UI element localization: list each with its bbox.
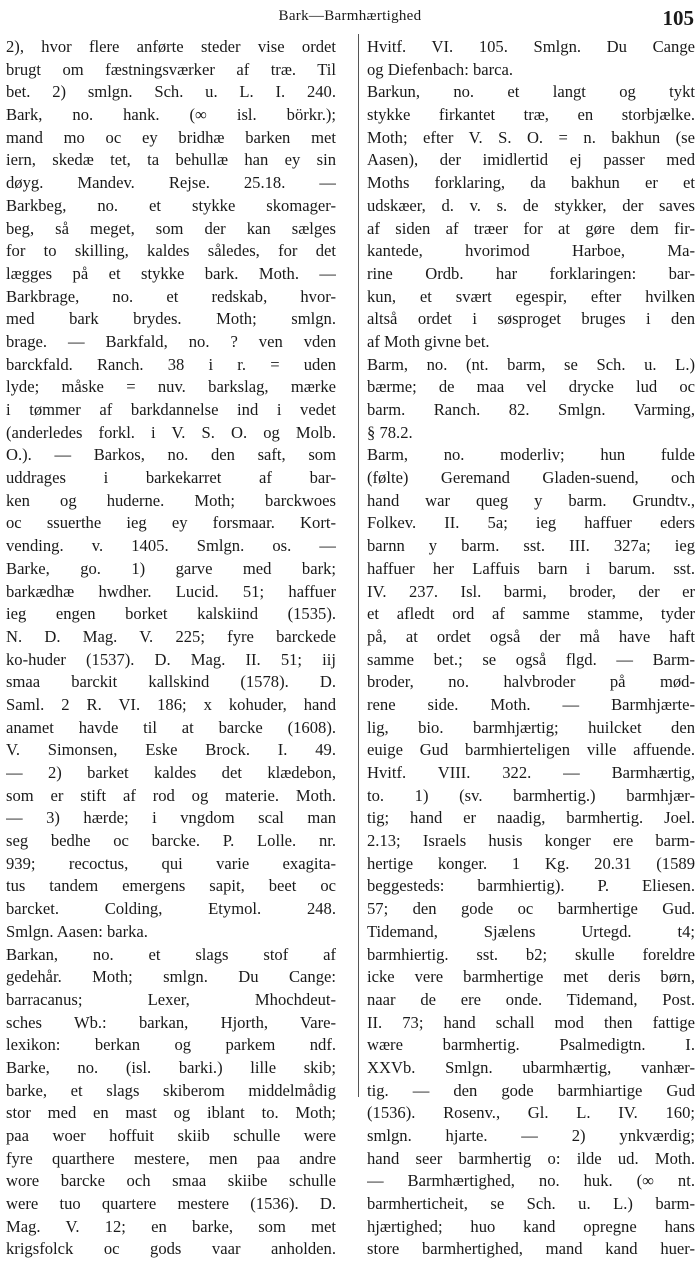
text-line: for to skilling, kaldes således, for det [6, 241, 336, 261]
text-line: (1536). Rosenv., Gl. L. IV. 160; [367, 1103, 695, 1123]
text-line: store barmhertighed, mand kand huer- [367, 1239, 695, 1259]
text-line: hertige konger. 1 Kg. 20.31 (1589 [367, 853, 695, 873]
text-line: barmherticheit, se Sch. u. L.) barm- [367, 1194, 695, 1214]
text-line: Barm, no. (nt. barm, se Sch. u. L.) [367, 354, 695, 374]
text-line: fyre quarthere mestere, men paa andre [6, 1148, 336, 1168]
text-line: barmhiertig. sst. b2; skulle foreldre [367, 944, 695, 964]
text-line: were tuo quartere mestere (1536). D. [6, 1194, 336, 1214]
text-line: XXVb. Smlgn. ubarmhærtig, vanhær- [367, 1057, 695, 1077]
text-line: Moth; efter V. S. O. = n. bakhun (se [367, 127, 695, 147]
text-line: Moths forklaring, da bakhun er et [367, 173, 695, 193]
text-line: tus tandem emergens sapit, beet oc [6, 876, 336, 896]
text-line: lyde; måske = nuv. barkslag, mærke [6, 377, 336, 397]
text-line: wore barcke och smaa skiibe schulle [6, 1171, 336, 1191]
text-line: Hvitf. VIII. 322. — Barmhærtig, [367, 763, 695, 782]
text-line: stykke firkantet træ, en storbjælke. [367, 105, 695, 125]
text-line: Saml. 2 R. VI. 186; x kohuder, hand [6, 694, 336, 714]
text-line: beg, så meget, som der kan sælges [6, 218, 336, 238]
running-header [0, 6, 700, 30]
text-line: seg bedhe oc barcke. P. Lolle. nr. [6, 831, 336, 851]
text-line: og Diefenbach: barca. [367, 59, 514, 79]
text-line: krigsfolck oc gods vaar anholden. [6, 1239, 336, 1259]
text-line: mand mo oc ey bridhæ barken met [6, 127, 336, 147]
text-line: hand war queg y barm. Grundtv., [367, 490, 695, 510]
page-number: 105 [662, 6, 694, 30]
text-line: lig, bio. barmhjærtig; huilcket den [367, 717, 695, 737]
text-line: samme bet.; se også flgd. — Barm- [367, 649, 695, 669]
text-line: — Barmhærtighed, no. huk. (∞ nt. [367, 1171, 695, 1191]
text-line: O.). — Barkos, no. den saft, som [6, 445, 336, 465]
text-line: i tømmer af barkdannelse ind i vedet [6, 400, 336, 419]
text-line: lægges på et stykke bark. Moth. — [6, 263, 336, 283]
text-line: hjærtighed; huo kand opregne hans [367, 1216, 695, 1236]
text-line: barracanus; Lexer, Mhochdeut- [6, 989, 336, 1009]
text-line: barckfald. Ranch. 38 i r. = uden [6, 354, 336, 374]
text-line: II. 73; hand schall mod then fattige [367, 1012, 695, 1032]
text-line: § 78.2. [367, 422, 413, 442]
text-line: Smlgn. Aasen: barka. [6, 921, 148, 941]
text-line: barm. Ranch. 82. Smlgn. Varming, [367, 400, 695, 419]
text-line: Barkbeg, no. et stykke skomager- [6, 195, 336, 215]
text-line: lexikon: berkan og parkem ndf. [6, 1035, 336, 1055]
text-line: bærme; de maa vel drycke lud oc [367, 377, 695, 397]
text-line: kun, et svært egespir, efter hvilken [367, 286, 695, 306]
text-line: naar de ere onde. Tidemand, Post. [367, 989, 695, 1009]
text-line: icke vere barmhertige met deris børn, [367, 967, 695, 987]
text-line: Barm, no. moderliv; hun fulde [367, 445, 695, 465]
text-line: barkædhæ hwdher. Lucid. 51; haffuer [6, 581, 336, 601]
text-line: gedehår. Moth; smlgn. Du Cange: [6, 967, 336, 987]
text-line: (anderledes forkl. i V. S. O. og Molb. [6, 422, 336, 442]
text-line: (følte) Geremand Gladen-suend, och [367, 468, 695, 488]
text-line: barnn y barm. sst. III. 327a; ieg [367, 536, 695, 556]
text-line: bet. 2) smlgn. Sch. u. L. I. 240. [6, 82, 336, 102]
text-line: et afledt ord af samme stamme, tyder [367, 604, 695, 624]
text-line: sches Wb.: barkan, Hjorth, Vare- [6, 1012, 336, 1032]
text-line: barke, et slags skiberom middelmådig [6, 1080, 336, 1100]
text-line: hand seer barmhertig o: ilde ud. Moth. [367, 1148, 695, 1168]
text-line: Mag. V. 12; en barke, som met [6, 1216, 336, 1236]
text-line: haffuer her Laffuis barn i barum. sst. [367, 558, 695, 578]
text-line: 2.13; Israels husis konger ere barm- [367, 831, 695, 851]
text-line: N. D. Mag. V. 225; fyre barckede [6, 626, 336, 646]
text-line: med bark brydes. Moth; smlgn. [6, 309, 336, 329]
text-line: tig; hand er naadig, barmhertig. Joel. [367, 808, 695, 828]
text-line: uddrages i barkekarret af bar- [6, 468, 336, 488]
text-line: paa woer hoffuit skiib schulle were [6, 1126, 336, 1145]
text-line: 57; den gode oc barmhertige Gud. [367, 899, 695, 919]
text-line: kantede, hvorimod Harboe, Ma- [367, 241, 695, 261]
text-line: på, at ordet også der må have haft [367, 626, 695, 646]
text-line: rine Ordb. har forklaringen: bar- [367, 263, 695, 283]
text-line: Barke, no. (isl. barki.) lille skib; [6, 1057, 336, 1077]
text-line: ken og huderne. Moth; barckwoes [6, 490, 336, 510]
text-line: — 3) hærde; i vngdom scal man [6, 808, 336, 828]
text-line: Bark, no. hank. (∞ isl. börkr.); [6, 105, 336, 125]
text-line: af Moth givne bet. [367, 331, 490, 351]
text-line: stor med en mast og iblant to. Moth; [6, 1103, 336, 1123]
text-line: 2), hvor flere anførte steder vise ordet [6, 37, 336, 56]
text-line: smlgn. hjarte. — 2) ynkværdig; [367, 1126, 695, 1145]
text-line: af siden af træer for at gøre dem fir- [367, 218, 695, 238]
text-line: Barkun, no. et langt og tykt [367, 82, 695, 102]
column-divider [358, 34, 359, 1097]
text-line: anamet havde til at barcke (1608). [6, 717, 336, 737]
text-line: rene side. Moth. — Barmhjærte- [367, 694, 695, 714]
text-line: Aasen), der imidlertid ej passer med [367, 150, 695, 170]
text-line: ieg engen borket kalskiind (1535). [6, 604, 336, 624]
text-line: ko-huder (1537). D. Mag. II. 51; iij [6, 649, 336, 669]
text-line: vending. v. 1405. Smlgn. os. — [6, 536, 336, 556]
text-line: barcket. Colding, Etymol. 248. [6, 899, 336, 919]
text-line: to. 1) (sv. barmhertig.) barmhjær- [367, 785, 695, 805]
text-line: Folkev. II. 5a; ieg haffuer eders [367, 513, 695, 533]
text-line: IV. 237. Isl. barmi, broder, der er [367, 581, 695, 601]
text-line: 939; recoctus, qui varie exagita- [6, 853, 336, 873]
text-line: som er stift af rod og materie. Moth. [6, 785, 336, 805]
text-line: euige Gud barmhierteligen ville affuende. [367, 740, 695, 760]
text-line: tig. — den gode barmhiartige Gud [367, 1080, 695, 1100]
text-line: altså ordet i søsproget bruges i den [367, 309, 695, 329]
right-column [367, 36, 695, 1261]
text-line: oc ssuerthe ieg ey forsmaar. Kort- [6, 513, 336, 533]
text-line: Tidemand, Sjælens Urtegd. t4; [367, 921, 695, 941]
left-column [6, 36, 336, 1261]
text-line: døyg. Mandev. Rejse. 25.18. — [6, 173, 336, 193]
text-line: brage. — Barkfald, no. ? ven vden [6, 331, 336, 351]
text-line: V. Simonsen, Eske Brock. I. 49. [6, 740, 336, 760]
text-line: — 2) barket kaldes det klædebon, [6, 763, 336, 782]
text-line: wære barmhertig. Psalmedigtn. I. [367, 1035, 695, 1055]
text-line: Hvitf. VI. 105. Smlgn. Du Cange [367, 37, 695, 56]
text-line: iern, skedæ tet, ta behullæ han ey sin [6, 150, 336, 170]
text-line: Barkan, no. et slags stof af [6, 944, 336, 964]
text-line: brugt om fæstningsværker af træ. Til [6, 59, 336, 79]
text-line: smaa barckit kallskind (1578). D. [6, 672, 336, 692]
text-line: Barkbrage, no. et redskab, hvor- [6, 286, 336, 306]
text-line: udskæer, d. v. s. de stykker, der saves [367, 195, 695, 215]
text-line: broder, no. halvbroder på mød- [367, 672, 695, 692]
running-title: Bark—Barmhærtighed [278, 8, 422, 24]
text-line: beggesteds: barmhiertig). P. Eliesen. [367, 876, 695, 896]
text-line: Barke, go. 1) garve med bark; [6, 558, 336, 578]
